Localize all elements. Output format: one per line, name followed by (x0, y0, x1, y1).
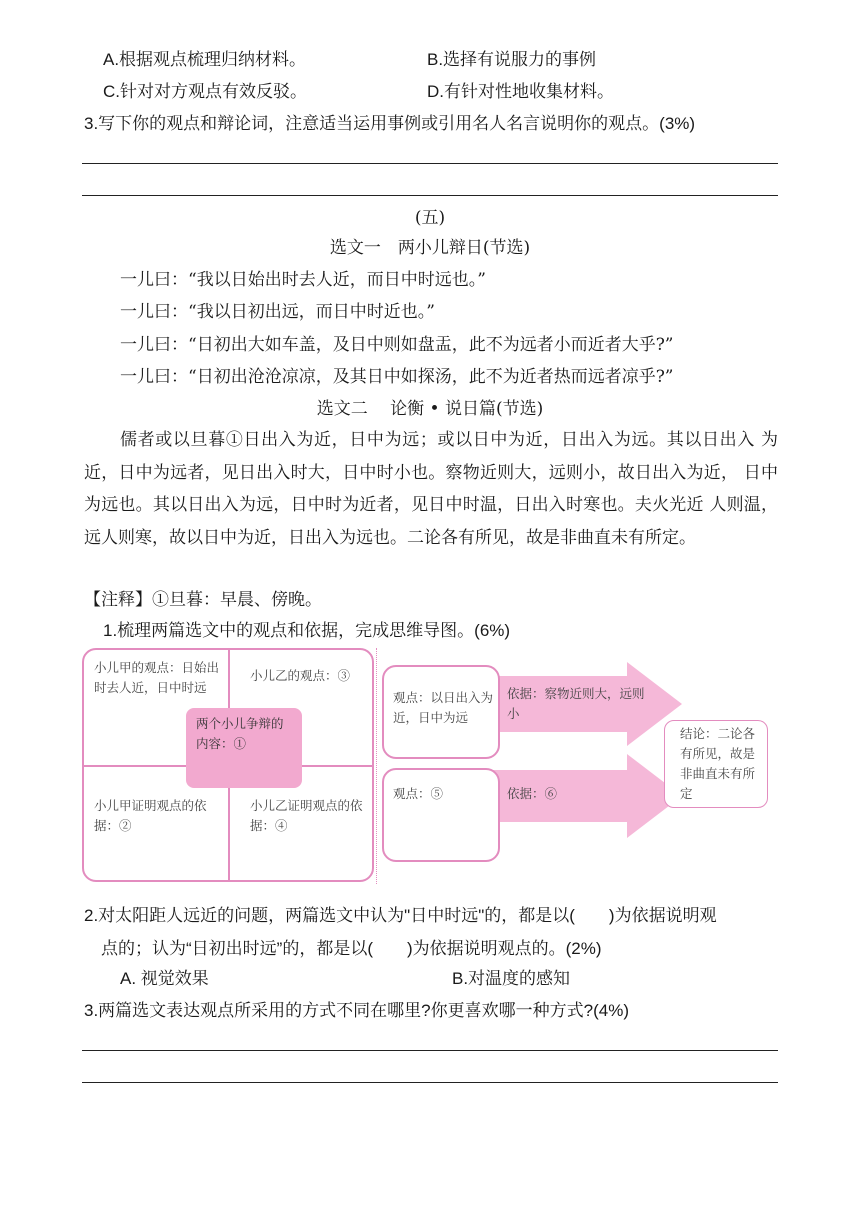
option-b: B.选择有说服力的事例 (427, 50, 597, 69)
basis2-text: 依据：⑥ (507, 786, 558, 801)
conclusion-text: 结论：二论各有所见，故是非曲直未有所定 (680, 726, 756, 801)
view2-text: 观点：⑤ (393, 786, 444, 801)
answer-line (82, 195, 778, 196)
text1-line: 一儿曰：“日初出大如车盖，及日中则如盘盂，此不为远者小而近者大乎?” (120, 335, 674, 355)
child-a-view: 小儿甲的观点：日始出时去人近，日中时远 (94, 660, 220, 695)
view1-text: 观点：以日出入为近，日中为远 (393, 690, 494, 725)
answer-line (82, 1050, 778, 1051)
section-number: (五) (414, 208, 446, 228)
question-3: 3.两篇选文表达观点所采用的方式不同在哪里?你更喜欢哪一种方式?(4%) (84, 1001, 629, 1020)
question-1: 1.梳理两篇选文中的观点和依据，完成思维导图。(6%) (103, 621, 511, 640)
view2-box (382, 768, 500, 862)
question-3-prompt: 3.写下你的观点和辩论词，注意适当运用事例或引用名人名言说明你的观点。(3%) (84, 114, 696, 133)
text1-line: 一儿曰：“我以日始出时去人近，而日中时远也。” (120, 270, 486, 290)
q2-option-a: A. 视觉效果 (120, 969, 209, 988)
question-2-line2: 点的；认为“日初出时远”的，都是以( )为依据说明观点的。(2%) (101, 939, 602, 958)
option-d: D.有针对性地收集材料。 (427, 82, 614, 101)
child-b-basis: 小儿乙证明观点的依据：④ (250, 798, 363, 833)
child-b-view: 小儿乙的观点：③ (250, 668, 351, 683)
center-topic: 两个小儿争辩的内容：① (196, 716, 284, 751)
answer-line (82, 1082, 778, 1083)
q2-option-b: B.对温度的感知 (452, 969, 571, 988)
annotation-note: 【注释】①旦暮：早晨、傍晚。 (84, 590, 322, 610)
text1-line: 一儿曰：“日初出沧沧凉凉，及其日中如探汤，此不为近者热而远者凉乎?” (120, 367, 674, 387)
option-a: A.根据观点梳理归纳材料。 (103, 50, 307, 69)
text2-title: 选文二 论衡 • 说日篇(节选) (316, 399, 544, 419)
option-c: C.针对对方观点有效反驳。 (103, 82, 307, 101)
basis1-text: 依据：察物近则大，远则小 (507, 686, 645, 721)
mind-map (82, 648, 782, 888)
answer-line (82, 163, 778, 164)
text2-paragraph: 儒者或以旦暮①日出入为近，日中为远；或以日中为近，日出入为远。其以日出入 为近，日中为远者，见日出入时大，日中时小也。察物近则大，远则小，故日出入为近， 日中为远也。其以日出入为远，日中时为近者，见日中时温，日出入时寒也。夫火光近 人则温，远人则寒，故以日中为近，日出入为远也。二论各有所见，故是非曲直未有所定。 (84, 430, 778, 548)
text1-line: 一儿曰：“我以日初出远，而日中时近也。” (120, 302, 435, 322)
text1-title: 选文一 两小儿辩日(节选) (329, 238, 531, 258)
child-a-basis: 小儿甲证明观点的依据：② (94, 798, 207, 833)
question-2-line1: 2.对太阳距人远近的问题，两篇选文中认为"日中时远"的，都是以( )为依据说明观 (84, 906, 717, 925)
dotted-separator (376, 648, 377, 884)
